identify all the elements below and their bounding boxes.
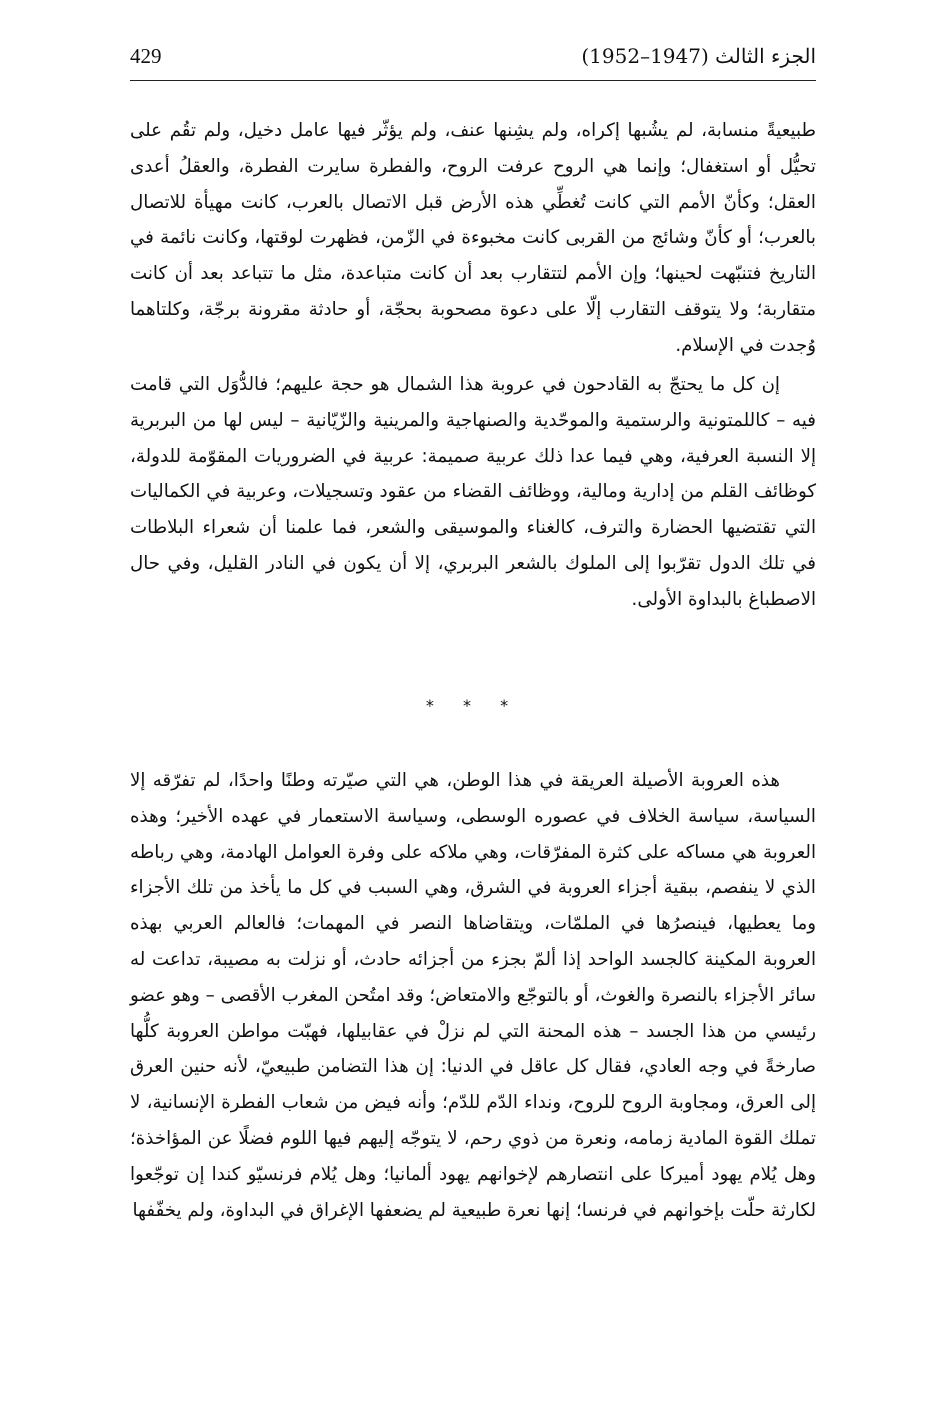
section-separator: * * * bbox=[425, 696, 521, 715]
paragraph-1 bbox=[130, 113, 816, 364]
paragraph-2 bbox=[130, 367, 816, 618]
running-head: الجزء الثالث (1947–1952) bbox=[581, 44, 816, 68]
paragraph-text: إن كل ما يحتجّ به القادحون في عروبة هذا الشمال هو حجة عليهم؛ فالدُّوَل التي قامت فيه – كاللمتونية والرستمية والموحّدية والصنهاجية والمرينية والزّيّانية – ليس لها من البربرية إلا النسبة العرفية، وهي فيما عدا ذلك عربية صميمة: عربية في الضروريات المقوّمة للدولة، كوظائف القلم من إدارية ومالية، ووظائف القضاء من عقود وتسجيلات، وعربية في الكماليات التي تقتضيها الحضارة والترف، كالغناء والموسيقى والشعر، فما علمنا أن شعراء البلاطات في تلك الدول تقرّبوا إلى الملوك بالشعر البربري، إلا أن يكون في النادر القليل، وفي حال الاصطباغ بالبداوة الأولى. bbox=[130, 374, 816, 610]
paragraph-3 bbox=[130, 763, 816, 1228]
page-number: 429 bbox=[130, 44, 162, 68]
paragraph-text: هذه العروبة الأصيلة العريقة في هذا الوطن، هي التي صيّرته وطنًا واحدًا، لم تفرّقه إلا السياسة، سياسة الخلاف في عصوره الوسطى، وسياسة الاستعمار في عهده الأخير؛ وهذه العروبة هي مساكه على كثرة المفرّقات، وهي ملاكه على وفرة العوامل الهادمة، وهي رباطه الذي لا ينفصم، ببقية أجزاء العروبة في الشرق، وهي السبب في كل ما يأخذ من تلك الأجزاء وما يعطيها، فينصرُها في الملمّات، ويتقاضاها النصر في المهمات؛ فالعالم العربي بهذه العروبة المكينة كالجسد الواحد إذا ألمّ بجزء من أجزائه حادث، أو نزلت به مصيبة، تداعت له سائر الأجزاء بالنصرة والغوث، أو بالتوجّع والامتعاض؛ وقد امتُحن المغرب الأقصى – وهو عضو رئيسي من هذا الجسد – هذه المحنة التي لم نزلْ في عقابيلها، فهبّت مواطن العروبة كلُّها صارخةً في وجه العادي، فقال كل عاقل في الدنيا: إن هذا التضامن طبيعيّ، لأنه حنين العرق إلى العرق، ومجاوبة الروح للروح، ونداء الدّم للدّم؛ وأنه فيض من شعاب الفطرة الإنسانية، لا تملك القوة المادية زمامه، ونعرة من ذوي رحم، لا يتوجّه إليهم فيها اللوم فضلًا عن المؤاخذة؛ وهل يُلام يهود أميركا على انتصارهم لإخوانهم يهود ألمانيا؛ وهل يُلام فرنسيّو كندا إن توجّعوا لكارثة حلّت بإخوانهم في فرنسا؛ إنها نعرة طبيعية لم يضعفها الإغراق في البداوة، ولم يخفّفها bbox=[130, 770, 816, 1221]
paragraph-text: طبيعيةً منسابة، لم يشُبها إكراه، ولم يشِنها عنف، ولم يؤثّر فيها عامل دخيل، ولم تقُم على تحيُّل أو استغفال؛ وإنما هي الروح عرفت الروح، والفطرة سايرت الفطرة، والعقلُ أعدى العقل؛ وكأنّ الأمم التي كانت تُغطِّي هذه الأرض قبل الاتصال بالعرب، كانت مهيأة للاتصال بالعرب؛ أو كأنّ وشائج من القربى كانت مخبوءة في الزّمن، فظهرت لوقتها، وكانت نائمة في التاريخ فتنبّهت لحينها؛ وإن الأمم لتتقارب بعد أن كانت متباعدة، مثل ما تتباعد بعد أن كانت متقاربة؛ ولا يتوقف التقارب إلّا على دعوة مصحوبة بحجّة، أو حادثة مقرونة برجّة، وكلتاهما وُجدت في الإسلام. bbox=[130, 120, 816, 356]
page-header bbox=[130, 40, 816, 81]
